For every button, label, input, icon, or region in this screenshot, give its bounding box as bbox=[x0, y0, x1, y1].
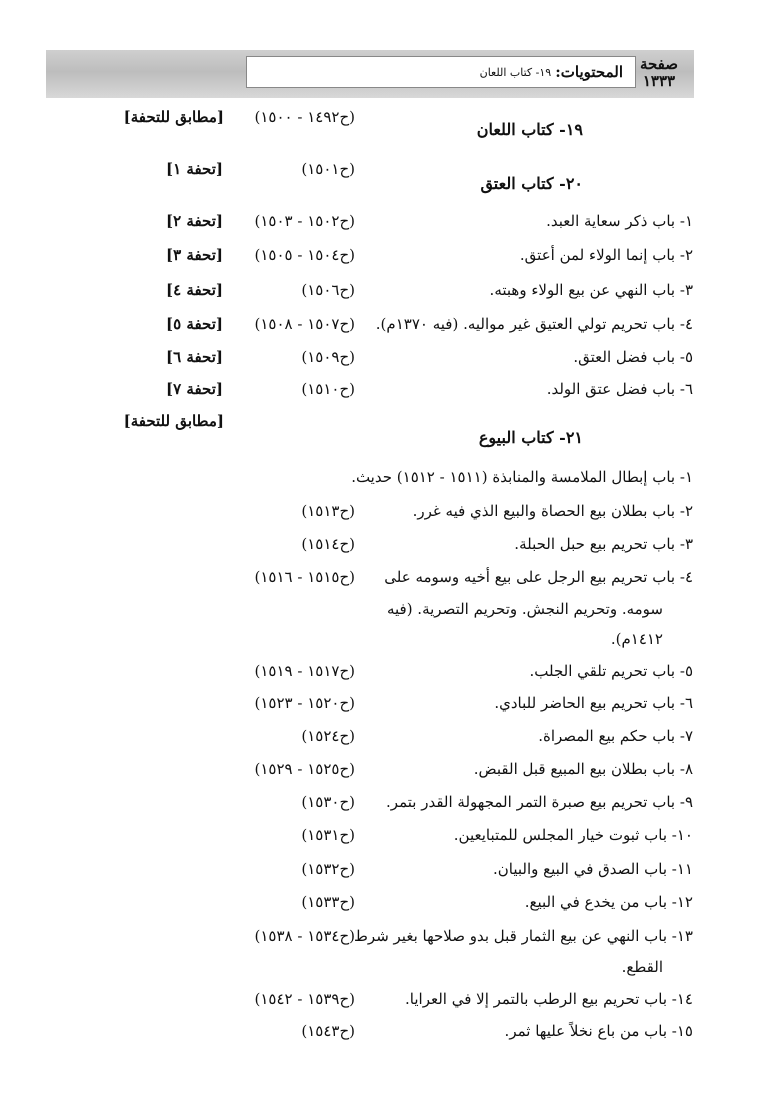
chapter-row-continuation bbox=[0, 630, 758, 662]
chapter-row bbox=[0, 281, 758, 313]
tuhfa-ref: [تحفة ٥] bbox=[166, 315, 223, 333]
hadith-range: (ح١٥١٥ - ١٥١٦) bbox=[254, 568, 355, 586]
chapter-title: ١٥- باب من باع نخلاً عليها ثمر. bbox=[504, 1022, 693, 1040]
hadith-range: (ح١٥٣٠) bbox=[301, 793, 355, 811]
tuhfa-ref: [تحفة ٤] bbox=[166, 281, 223, 299]
chapter-row bbox=[0, 246, 758, 278]
tuhfa-match: [مطابق للتحفة] bbox=[123, 412, 224, 430]
chapter-title: ١١- باب الصدق في البيع والبيان. bbox=[493, 860, 693, 878]
header-subtitle: ١٩- كتاب اللعان bbox=[479, 65, 552, 79]
chapter-row bbox=[0, 348, 758, 380]
chapter-title: ١٤- باب تحريم بيع الرطب بالتمر إلا في العرايا. bbox=[405, 990, 693, 1008]
book-20-title-row bbox=[0, 174, 758, 206]
chapter-row bbox=[0, 760, 758, 792]
hadith-range: (ح١٥١٠) bbox=[301, 380, 355, 398]
book-title: ٢٠- كتاب العتق bbox=[480, 174, 583, 193]
chapter-title-cont: سومه. وتحريم النجش. وتحريم التصرية. (فيه bbox=[386, 600, 663, 618]
page-number-block bbox=[640, 56, 678, 90]
chapter-title: ٦- باب تحريم بيع الحاضر للبادي. bbox=[494, 694, 693, 712]
hadith-range: (ح١٥٠٢ - ١٥٠٣) bbox=[254, 212, 355, 230]
hadith-range: (ح١٥٠١) bbox=[301, 160, 355, 178]
chapter-title: ٥- باب فضل العتق. bbox=[573, 348, 693, 366]
hadith-range: (ح١٥٤٣) bbox=[301, 1022, 355, 1040]
chapter-row-continuation bbox=[0, 600, 758, 632]
chapter-title: ٥- باب تحريم تلقي الجلب. bbox=[529, 662, 693, 680]
chapter-title: ٦- باب فضل عتق الولد. bbox=[546, 380, 693, 398]
tuhfa-ref: [تحفة ٣] bbox=[166, 246, 223, 264]
chapter-row bbox=[0, 826, 758, 858]
chapter-row bbox=[0, 315, 758, 347]
hadith-range: (ح١٥٣٣) bbox=[301, 893, 355, 911]
tuhfa-ref: [تحفة ١] bbox=[166, 160, 223, 178]
chapter-row bbox=[0, 535, 758, 567]
chapter-row bbox=[0, 380, 758, 412]
book-19-title-row bbox=[0, 120, 758, 152]
chapter-row bbox=[0, 502, 758, 534]
chapter-row bbox=[0, 662, 758, 694]
hadith-range: (ح١٥٢٠ - ١٥٢٣) bbox=[254, 694, 355, 712]
hadith-range: (ح١٥١٤) bbox=[301, 535, 355, 553]
chapter-title: ٤- باب تحريم تولي العتيق غير مواليه. (فيه ١٣٧٠م). bbox=[375, 315, 693, 333]
hadith-range: (ح١٥٢٤) bbox=[301, 727, 355, 745]
hadith-range: (ح١٥٣٩ - ١٥٤٢) bbox=[254, 990, 355, 1008]
hadith-range: (ح١٥٢٥ - ١٥٢٩) bbox=[254, 760, 355, 778]
chapter-title-cont: القطع. bbox=[621, 958, 663, 976]
chapter-title: ٧- باب حكم بيع المصراة. bbox=[538, 727, 693, 745]
header-title-box bbox=[246, 56, 636, 88]
tuhfa-ref: [تحفة ٧] bbox=[166, 380, 223, 398]
chapter-title: ٤- باب تحريم بيع الرجل على بيع أخيه وسومه على bbox=[384, 568, 693, 586]
chapter-title: ١٣- باب النهي عن بيع الثمار قبل بدو صلاحها بغير شرط bbox=[354, 927, 693, 945]
chapter-row bbox=[0, 927, 758, 959]
hadith-range: (ح١٥١٧ - ١٥١٩) bbox=[254, 662, 355, 680]
chapter-title: ١٢- باب من يخدع في البيع. bbox=[524, 893, 693, 911]
chapter-title: ٨- باب بطلان بيع المبيع قبل القبض. bbox=[473, 760, 693, 778]
chapter-row bbox=[0, 568, 758, 600]
book-21-title-row bbox=[0, 428, 758, 460]
chapter-title: ١- باب ذكر سعاية العبد. bbox=[546, 212, 693, 230]
chapter-row bbox=[0, 1022, 758, 1054]
chapter-title: ٣- باب تحريم بيع حبل الحبلة. bbox=[514, 535, 693, 553]
chapter-title-cont: ١٤١٢م). bbox=[610, 630, 663, 648]
hadith-range: (ح١٥٠٦) bbox=[301, 281, 355, 299]
chapter-title: ٣- باب النهي عن بيع الولاء وهبته. bbox=[489, 281, 693, 299]
chapter-title: ١- باب إبطال الملامسة والمنابذة (١٥١١ - ١٥١٢) حديث. bbox=[351, 468, 693, 486]
chapter-row bbox=[0, 793, 758, 825]
hadith-range: (ح١٤٩٢ - ١٥٠٠) bbox=[254, 108, 355, 126]
tuhfa-ref: [تحفة ٢] bbox=[166, 212, 223, 230]
hadith-range: (ح١٥٠٩) bbox=[301, 348, 355, 366]
running-header bbox=[46, 50, 694, 98]
chapter-title: ٩- باب تحريم بيع صبرة التمر المجهولة القدر بتمر. bbox=[386, 793, 693, 811]
chapter-title: ٢- باب إنما الولاء لمن أعتق. bbox=[519, 246, 693, 264]
chapter-title: ١٠- باب ثبوت خيار المجلس للمتبايعين. bbox=[453, 826, 693, 844]
book-title: ١٩- كتاب اللعان bbox=[476, 120, 583, 139]
chapter-row bbox=[0, 893, 758, 925]
chapter-row bbox=[0, 727, 758, 759]
hadith-range: (ح١٥٠٤ - ١٥٠٥) bbox=[254, 246, 355, 264]
chapter-row bbox=[0, 694, 758, 726]
tuhfa-ref: [تحفة ٦] bbox=[166, 348, 223, 366]
hadith-range: (ح١٥٠٧ - ١٥٠٨) bbox=[254, 315, 355, 333]
chapter-row-continuation bbox=[0, 958, 758, 990]
page-number: ١٣٣٣ bbox=[642, 72, 676, 90]
chapter-row bbox=[0, 212, 758, 244]
hadith-range: (ح١٥٣٢) bbox=[301, 860, 355, 878]
chapter-row bbox=[0, 860, 758, 892]
tuhfa-match: [مطابق للتحفة] bbox=[123, 108, 224, 126]
hadith-range: (ح١٥١٣) bbox=[301, 502, 355, 520]
chapter-row bbox=[0, 990, 758, 1022]
hadith-range: (ح١٥٣١) bbox=[301, 826, 355, 844]
hadith-range: (ح١٥٣٤ - ١٥٣٨) bbox=[254, 927, 355, 945]
page-label: صفحة bbox=[639, 55, 678, 73]
chapter-row bbox=[0, 468, 758, 500]
book-title: ٢١- كتاب البيوع bbox=[478, 428, 583, 447]
chapter-title: ٢- باب بطلان بيع الحصاة والبيع الذي فيه غرر. bbox=[412, 502, 693, 520]
header-title: المحتويات: bbox=[555, 63, 623, 81]
